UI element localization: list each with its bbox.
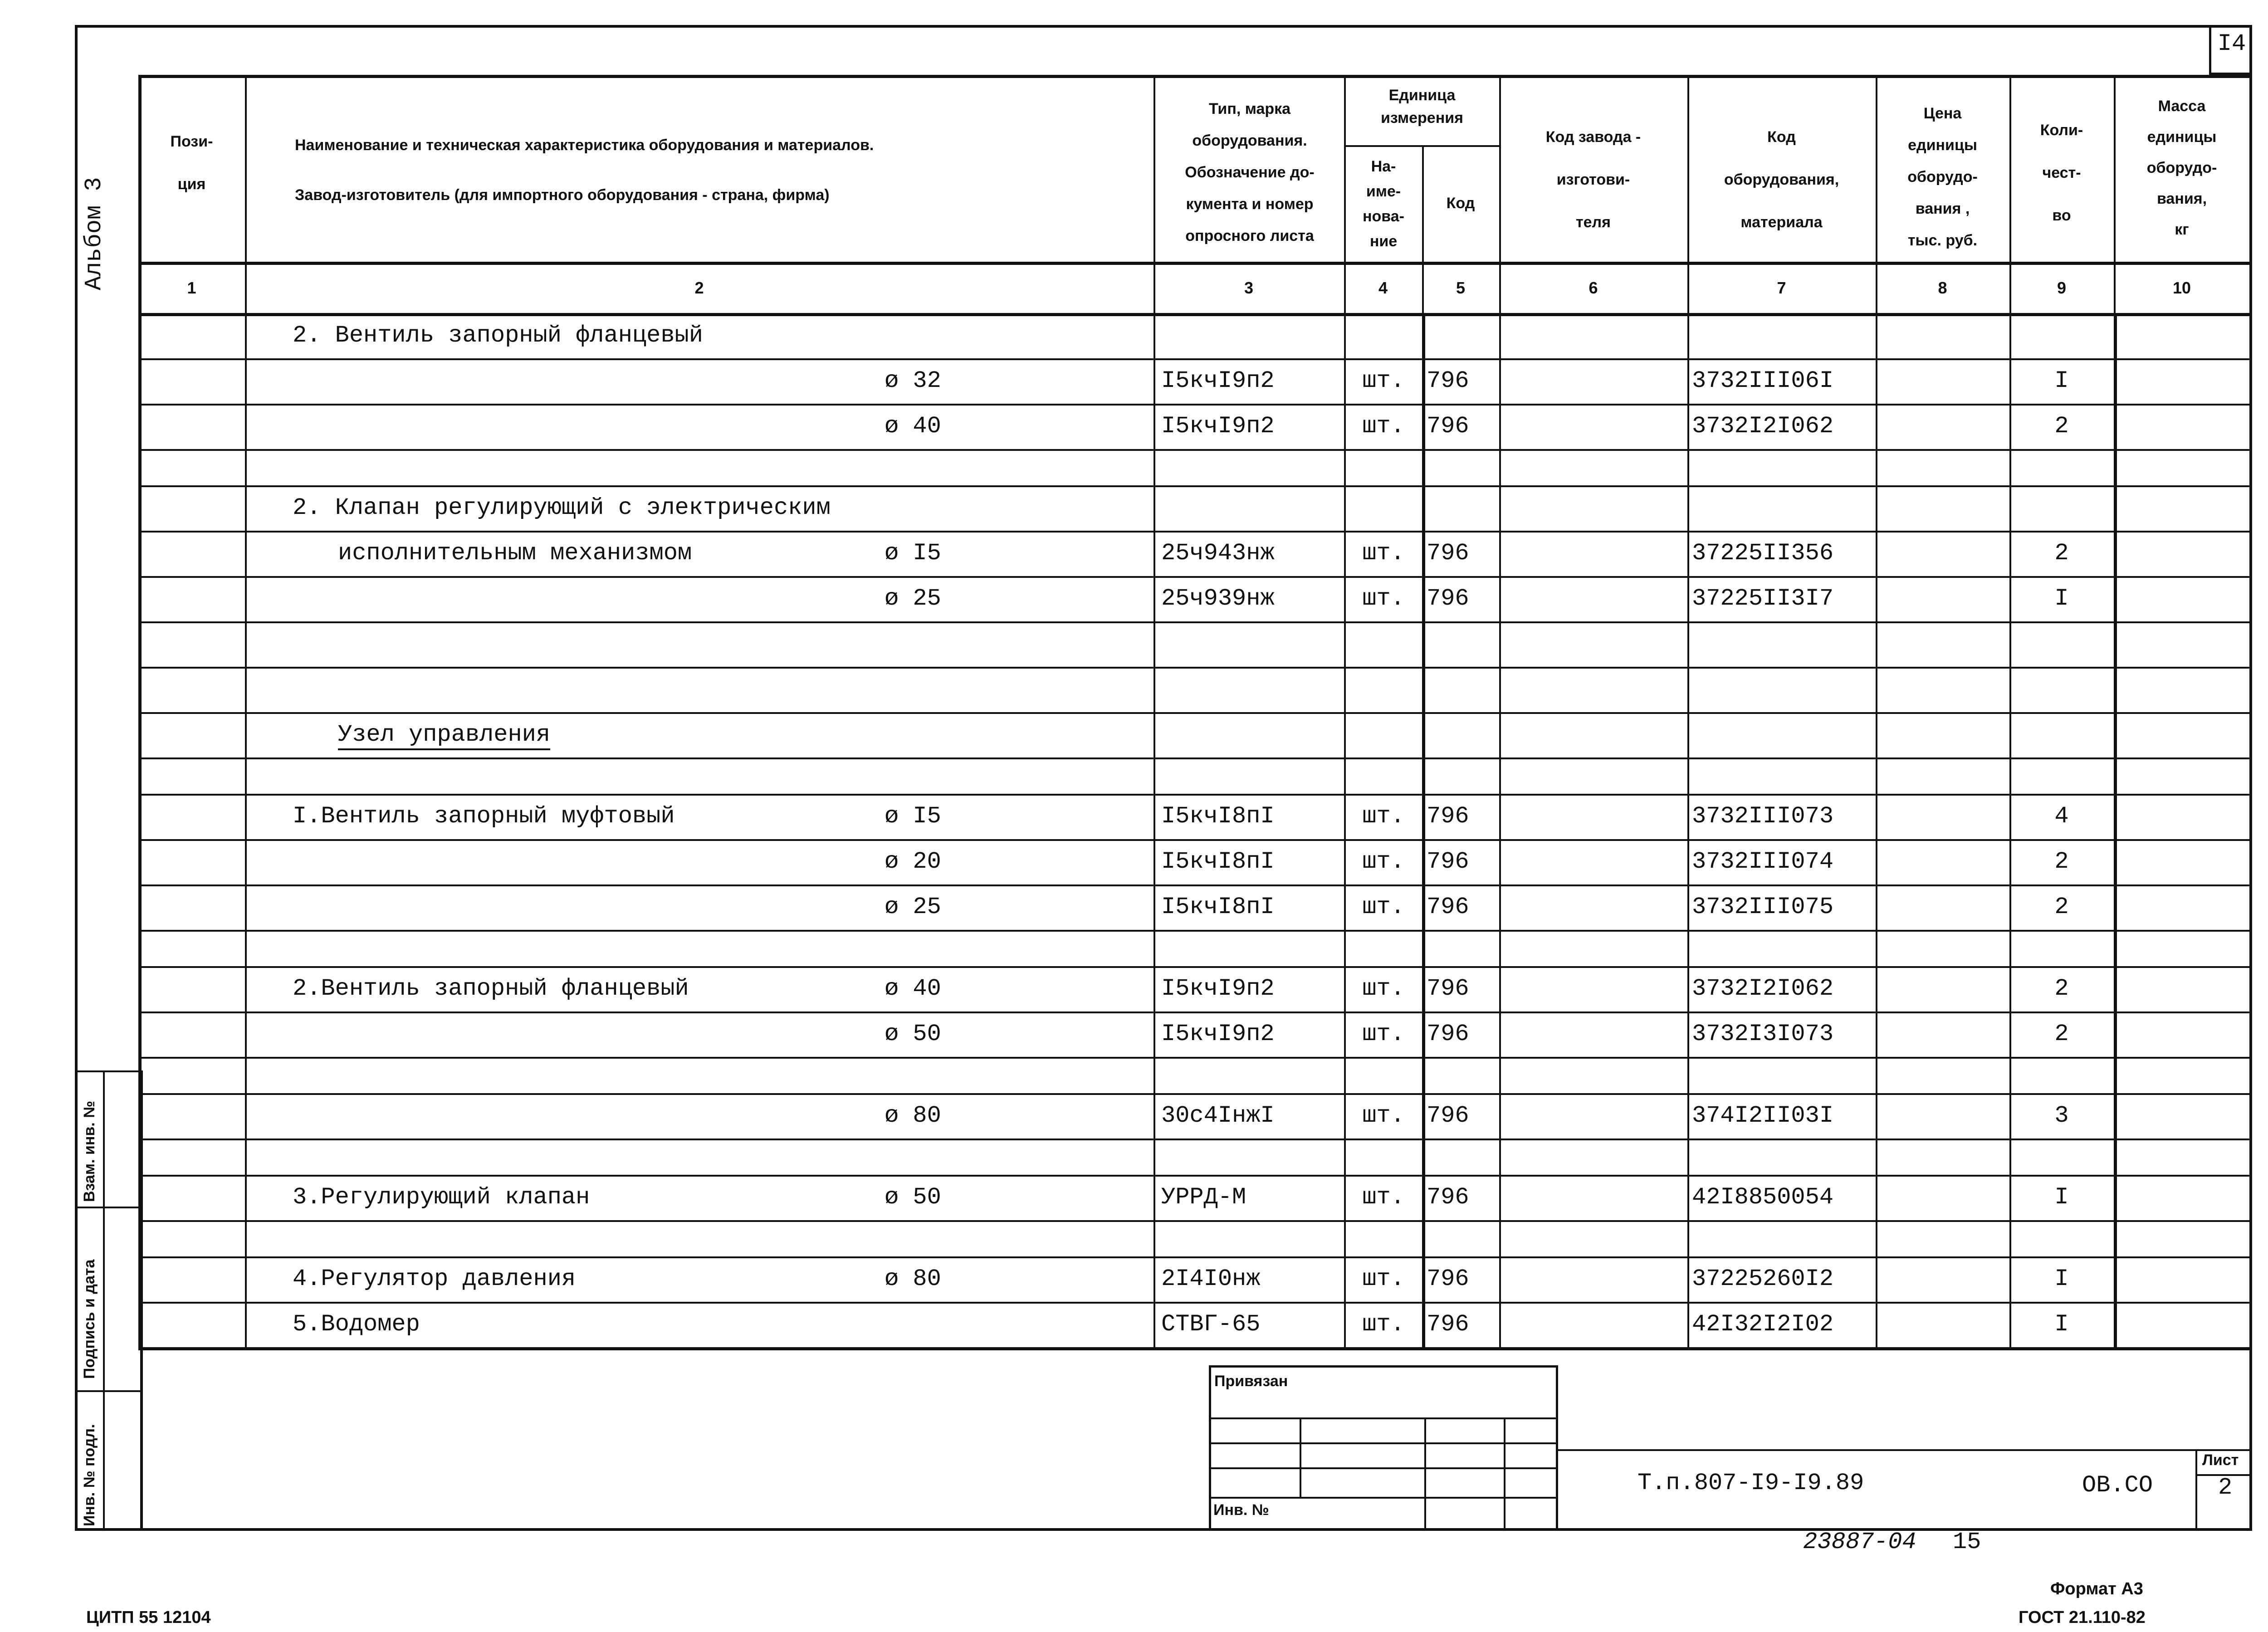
section-code: ОВ.СО (2082, 1472, 2153, 1499)
table-row (138, 1220, 2252, 1256)
stamp-number: 23887-04 (1803, 1529, 1916, 1555)
item-unit: шт. (1362, 1021, 1405, 1047)
table-row (138, 884, 2252, 930)
item-unit-code: 796 (1427, 975, 1469, 1002)
item-quantity: 2 (2054, 848, 2069, 875)
item-quantity: I (2054, 585, 2069, 612)
header-col10: Масса единицы оборудо- вания, кг (2146, 98, 2217, 238)
item-quantity: I (2054, 1184, 2069, 1211)
col-number-9: 9 (2057, 279, 2067, 297)
side-label-inv-original: Инв. № подл. (81, 1424, 98, 1526)
item-unit-code: 796 (1427, 413, 1469, 440)
item-unit-code: 796 (1427, 540, 1469, 567)
item-unit: шт. (1362, 894, 1405, 920)
item-unit: шт. (1362, 367, 1405, 394)
table-row (138, 1093, 2252, 1138)
table-body (138, 75, 2252, 1345)
item-unit-code: 796 (1427, 894, 1469, 920)
page-number: I4 (2217, 30, 2246, 57)
side-label-replace-inv: Взам. инв. № (81, 1100, 98, 1202)
table-row (138, 485, 2252, 531)
item-unit: шт. (1362, 1266, 1405, 1292)
item-material-code: 3732I2I062 (1692, 975, 1834, 1002)
header-col5: Код (1446, 195, 1475, 212)
item-material-code: 3732III074 (1692, 848, 1834, 875)
format-label: Формат А3 (2050, 1579, 2143, 1598)
item-type: I5кчI8пI (1161, 848, 1275, 875)
item-quantity: 2 (2054, 894, 2069, 920)
item-material-code: 3732III06I (1692, 367, 1834, 394)
item-unit: шт. (1362, 585, 1405, 612)
table-row (138, 531, 2252, 576)
item-diameter: ø I5 (885, 540, 941, 567)
item-diameter: ø 40 (885, 413, 941, 440)
item-name: I.Вентиль запорный муфтовый (293, 803, 675, 830)
header-col3: Тип, марка оборудования. Обозначение до- кумента и номер опросного листа (1185, 100, 1315, 244)
item-quantity: I (2054, 367, 2069, 394)
item-unit-code: 796 (1427, 803, 1469, 830)
page-number-box (2209, 25, 2252, 75)
header-col8: Цена единицы оборудо- вания , тыс. руб. (1907, 105, 1978, 249)
header-col4: На- име- нова- ние (1363, 158, 1404, 250)
table-row (138, 358, 2252, 404)
item-quantity: 3 (2054, 1102, 2069, 1129)
header-unit-group: Единица измерения (1381, 87, 1463, 127)
col-number-1: 1 (187, 279, 196, 297)
header-col2: Наименование и техническая характеристика оборудования и материалов. Завод-изготовитель (для импортного оборудования - страна, фирма) (295, 137, 874, 204)
item-diameter: ø 25 (885, 894, 941, 920)
col-number-10: 10 (2172, 279, 2191, 297)
table-row (138, 1011, 2252, 1057)
table-row (138, 621, 2252, 667)
table-row (138, 1302, 2252, 1347)
item-diameter: ø 80 (885, 1102, 941, 1129)
item-unit: шт. (1362, 975, 1405, 1002)
item-unit: шт. (1362, 848, 1405, 875)
col-number-4: 4 (1378, 279, 1388, 297)
item-diameter: ø 40 (885, 975, 941, 1002)
item-quantity: 2 (2054, 1021, 2069, 1047)
col-number-6: 6 (1589, 279, 1598, 297)
item-material-code: 42I8850054 (1692, 1184, 1834, 1211)
header-col9: Коли- чест- во (2040, 122, 2083, 224)
item-type: I5кчI9п2 (1161, 367, 1275, 394)
item-quantity: I (2054, 1311, 2069, 1338)
item-type: I5кчI8пI (1161, 803, 1275, 830)
table-row (138, 576, 2252, 621)
table-row (138, 313, 2252, 358)
item-type: УРРД-М (1161, 1184, 1246, 1211)
item-diameter: ø 20 (885, 848, 941, 875)
col-number-5: 5 (1456, 279, 1466, 297)
side-label-signature-date: Подпись и дата (81, 1259, 98, 1379)
table-row (138, 1138, 2252, 1175)
item-material-code: 42I32I2I02 (1692, 1311, 1834, 1338)
document-designation: Т.п.807-I9-I9.89 (1637, 1470, 1864, 1496)
gost-label: ГОСТ 21.110-82 (2019, 1608, 2146, 1627)
item-unit-code: 796 (1427, 585, 1469, 612)
item-material-code: 3732I2I062 (1692, 413, 1834, 440)
spec-table (138, 75, 2252, 1349)
item-unit-code: 796 (1427, 1184, 1469, 1211)
table-row (138, 966, 2252, 1011)
left-code: ЦИТП 55 12104 (86, 1608, 211, 1627)
table-row (138, 1256, 2252, 1302)
item-name: 2.Вентиль запорный фланцевый (293, 975, 689, 1002)
header-col1: Пози- ция (170, 133, 213, 193)
inv-no-label: Инв. № (1213, 1501, 1269, 1519)
item-type: I5кчI9п2 (1161, 975, 1275, 1002)
item-type: 2I4I0нж (1161, 1266, 1261, 1292)
item-unit: шт. (1362, 540, 1405, 567)
col-number-8: 8 (1938, 279, 1947, 297)
item-name: 4.Регулятор давления (293, 1266, 576, 1292)
page-total: 15 (1953, 1529, 1981, 1555)
sheet-number: 2 (2218, 1474, 2233, 1501)
item-name: 3.Регулирующий клапан (293, 1184, 590, 1211)
item-diameter: ø 32 (885, 367, 941, 394)
item-unit: шт. (1362, 1184, 1405, 1211)
item-type: СТВГ-65 (1161, 1311, 1261, 1338)
sheet-label: Лист (2202, 1451, 2239, 1469)
col-number-2: 2 (694, 279, 704, 297)
item-material-code: 3732I3I073 (1692, 1021, 1834, 1047)
item-type: I5кчI9п2 (1161, 1021, 1275, 1047)
item-unit-code: 796 (1427, 367, 1469, 394)
title-block (1209, 1365, 1558, 1531)
item-unit-code: 796 (1427, 1021, 1469, 1047)
item-type: I5кчI9п2 (1161, 413, 1275, 440)
item-material-code: 37225II3I7 (1692, 585, 1834, 612)
item-material-code: 3732III073 (1692, 803, 1834, 830)
item-unit: шт. (1362, 413, 1405, 440)
table-row (138, 449, 2252, 485)
item-name: исполнительным механизмом (338, 540, 692, 567)
bound-label: Привязан (1214, 1373, 1288, 1390)
item-quantity: 2 (2054, 413, 2069, 440)
col-number-7: 7 (1777, 279, 1786, 297)
item-material-code: 37225II356 (1692, 540, 1834, 567)
table-row (138, 404, 2252, 449)
table-row (138, 930, 2252, 966)
table-row (138, 667, 2252, 712)
item-material-code: 374I2II03I (1692, 1102, 1834, 1129)
header-col6: Код завода - изготови- теля (1545, 128, 1641, 231)
item-name: 5.Водомер (293, 1311, 420, 1338)
item-unit-code: 796 (1427, 1311, 1469, 1338)
item-quantity: I (2054, 1266, 2069, 1292)
item-diameter: ø 25 (885, 585, 941, 612)
item-diameter: ø 50 (885, 1021, 941, 1047)
item-type: 25ч943нж (1161, 540, 1275, 567)
item-material-code: 37225260I2 (1692, 1266, 1834, 1292)
item-unit-code: 796 (1427, 848, 1469, 875)
item-name: 2. Клапан регулирующий с электрическим (293, 494, 831, 521)
item-unit: шт. (1362, 803, 1405, 830)
item-quantity: 4 (2054, 803, 2069, 830)
table-row (138, 839, 2252, 884)
item-name: Узел управления (338, 721, 550, 750)
table-row (138, 1175, 2252, 1220)
item-quantity: 2 (2054, 975, 2069, 1002)
item-unit: шт. (1362, 1311, 1405, 1338)
item-diameter: ø 50 (885, 1184, 941, 1211)
item-diameter: ø 80 (885, 1266, 941, 1292)
header-col7: Код оборудования, материала (1724, 128, 1839, 231)
item-unit-code: 796 (1427, 1102, 1469, 1129)
item-diameter: ø I5 (885, 803, 941, 830)
col-number-3: 3 (1244, 279, 1254, 297)
table-row (138, 1057, 2252, 1093)
item-type: 30с4IнжI (1161, 1102, 1275, 1129)
album-label: Альбом 3 (81, 177, 108, 290)
item-material-code: 3732III075 (1692, 894, 1834, 920)
item-quantity: 2 (2054, 540, 2069, 567)
table-row (138, 712, 2252, 757)
item-type: I5кчI8пI (1161, 894, 1275, 920)
table-row (138, 757, 2252, 794)
table-row (138, 794, 2252, 839)
item-name: 2. Вентиль запорный фланцевый (293, 322, 703, 349)
item-unit-code: 796 (1427, 1266, 1469, 1292)
item-type: 25ч939нж (1161, 585, 1275, 612)
item-unit: шт. (1362, 1102, 1405, 1129)
